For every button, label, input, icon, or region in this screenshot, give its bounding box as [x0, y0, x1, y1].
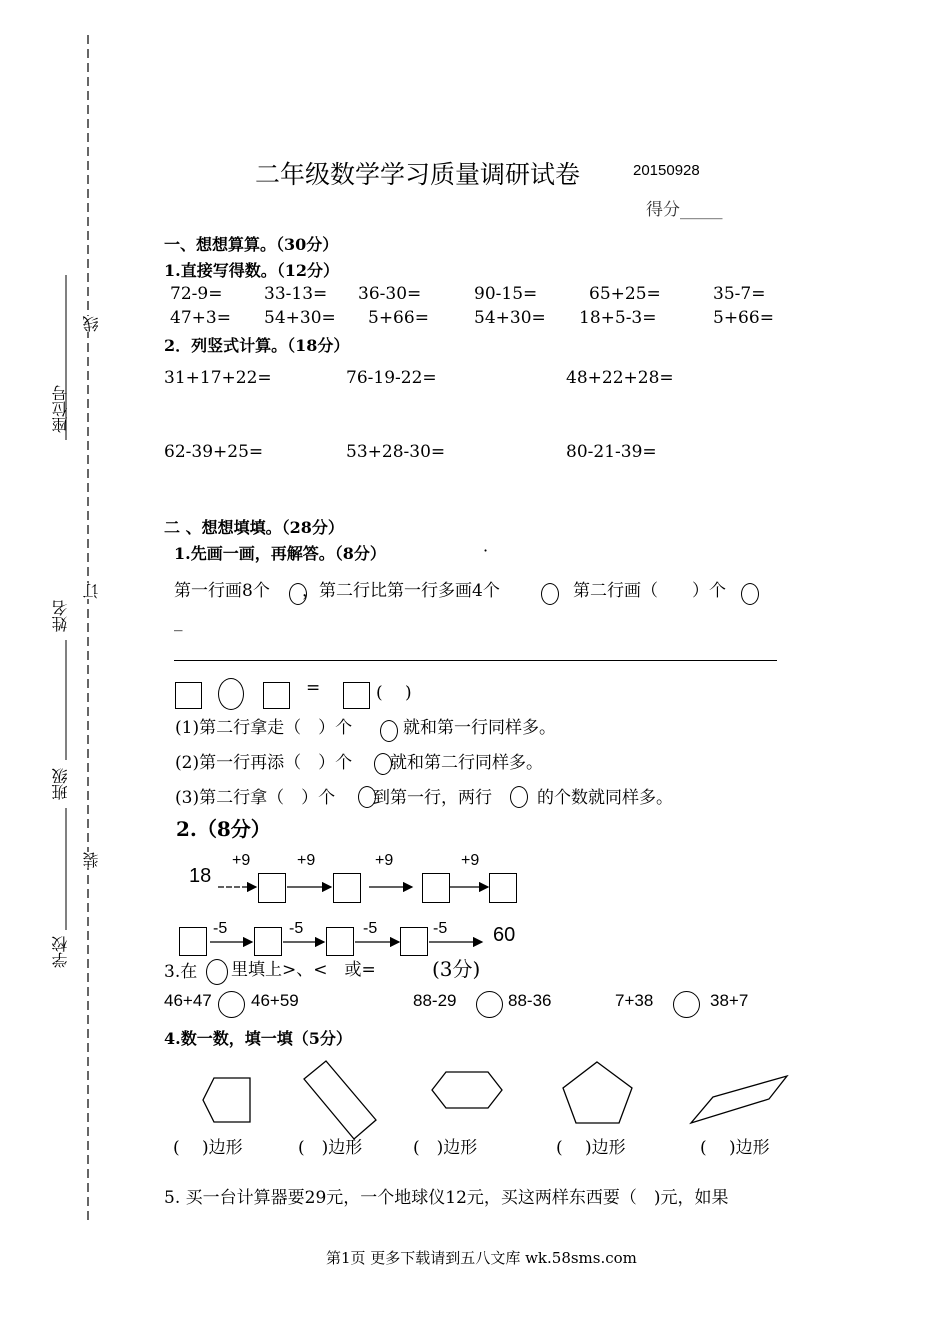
exam-date: 20150928: [633, 162, 700, 179]
chain-op: +9: [461, 852, 480, 869]
subq2-text-b: 就和第二行同样多。: [390, 753, 543, 773]
vertical-calc-item: 48+22+28=: [566, 368, 674, 388]
calc-item: 18+5-3=: [579, 308, 657, 328]
subq1-text-b: 就和第一行同样多。: [403, 718, 556, 738]
vertical-calc-item: 62-39+25=: [164, 442, 264, 462]
pentagon-shape: [203, 1078, 250, 1122]
compare-left: 46+47: [164, 991, 212, 1010]
chain-op: -5: [363, 920, 378, 937]
draw-instruction-c: 第二行画（ ）个: [573, 581, 726, 601]
equals-sign: =: [306, 678, 321, 698]
s2-q4-label: 4.数一数，填一填（5分）: [164, 1029, 352, 1048]
chain-op: -5: [213, 920, 228, 937]
subq3-text-a: (3)第二行拿（ ）个: [175, 788, 336, 808]
compare-right: 38+7: [710, 991, 749, 1010]
shape-answer: ( )边形: [413, 1138, 478, 1158]
student-name-label: 姓名: [51, 600, 70, 632]
draw-instruction-a: 第一行画8个: [174, 581, 270, 601]
rectangle-shape: [304, 1061, 376, 1139]
subq3-text-c: 的个数就同样多。: [537, 788, 673, 808]
s2-q5-text: 5. 买一台计算器要29元，一个地球仪12元，买这两样东西要（ )元，如果: [164, 1188, 729, 1208]
calc-item: 33-13=: [264, 284, 328, 304]
shape-answer: ( )边形: [700, 1138, 770, 1158]
s2-q2-label: 2.（8分）: [176, 817, 271, 841]
shape-answer: ( )边形: [298, 1138, 363, 1158]
calc-item: 54+30=: [264, 308, 336, 328]
chain-op: +9: [375, 852, 394, 869]
calc-item: 72-9=: [170, 284, 223, 304]
seat-number-label: 座位号: [51, 385, 70, 433]
calc-item: 90-15=: [474, 284, 538, 304]
s2-q3-label-b: 里填上>、< 或=: [231, 960, 376, 980]
chain-op: +9: [232, 852, 251, 869]
section2-heading: 二 、想想填填。（28分）: [164, 518, 344, 537]
calc-item: 5+66=: [713, 308, 774, 328]
subq3-text-b: 到第一行，两行: [373, 788, 492, 808]
compare-left: 7+38: [615, 991, 654, 1010]
calc-item: 65+25=: [589, 284, 661, 304]
s2-q1-label: 1.先画一画，再解答。（8分）: [174, 544, 386, 563]
school-label: 学校: [51, 936, 70, 968]
shape-answer: ( )边形: [173, 1138, 243, 1158]
parallelogram-shape: [691, 1076, 787, 1123]
vertical-calc-item: 31+17+22=: [164, 368, 272, 388]
vertical-calc-item: 80-21-39=: [566, 442, 657, 462]
q2-label: 2．列竖式计算。（18分）: [164, 336, 350, 355]
score-field: 得分_____: [646, 200, 723, 220]
binding-order-char: 订: [82, 583, 101, 599]
chain-start-number: 18: [189, 865, 212, 887]
page-title: 二年级数学学习质量调研试卷: [255, 160, 581, 189]
subq1-text-a: (1)第二行拿走（ ）个: [175, 718, 353, 738]
regular-pentagon-shape: [563, 1062, 632, 1123]
calc-item: 36-30=: [358, 284, 422, 304]
binding-line-char: 线: [82, 316, 101, 332]
q1-label: 1.直接写得数。（12分）: [164, 261, 339, 280]
subq2-text-a: (2)第一行再添（ ）个: [175, 753, 353, 773]
chain-op: -5: [289, 920, 304, 937]
vertical-calc-item: 76-19-22=: [346, 368, 437, 388]
calc-item: 54+30=: [474, 308, 546, 328]
s2-q3-label-a: 3.在: [164, 962, 198, 982]
stray-dot: ·: [483, 541, 489, 560]
calc-item: 5+66=: [368, 308, 429, 328]
calc-item: 35-7=: [713, 284, 766, 304]
compare-right: 46+59: [251, 991, 299, 1010]
stray-underscore: _: [174, 612, 183, 632]
draw-instruction-b: ，第二行比第一行多画4个: [302, 581, 500, 601]
chain-op: -5: [433, 920, 448, 937]
class-label: 班级: [51, 768, 70, 800]
shape-answer: ( )边形: [556, 1138, 626, 1158]
compare-right: 88-36: [508, 991, 552, 1010]
calc-item: 47+3=: [170, 308, 231, 328]
section1-heading: 一、想想算算。（30分）: [164, 235, 339, 254]
chain-end-number: 60: [493, 924, 516, 946]
unit-paren: ( ): [376, 683, 412, 703]
vertical-calc-item: 53+28-30=: [346, 442, 446, 462]
page-footer: 第1页 更多下载请到五八文库 wk.58sms.com: [326, 1249, 637, 1267]
hexagon-shape: [432, 1072, 502, 1108]
chain-op: +9: [297, 852, 316, 869]
compare-left: 88-29: [413, 991, 457, 1010]
binding-bind-char: 装: [82, 852, 101, 868]
s2-q3-points: (3分): [432, 957, 481, 981]
